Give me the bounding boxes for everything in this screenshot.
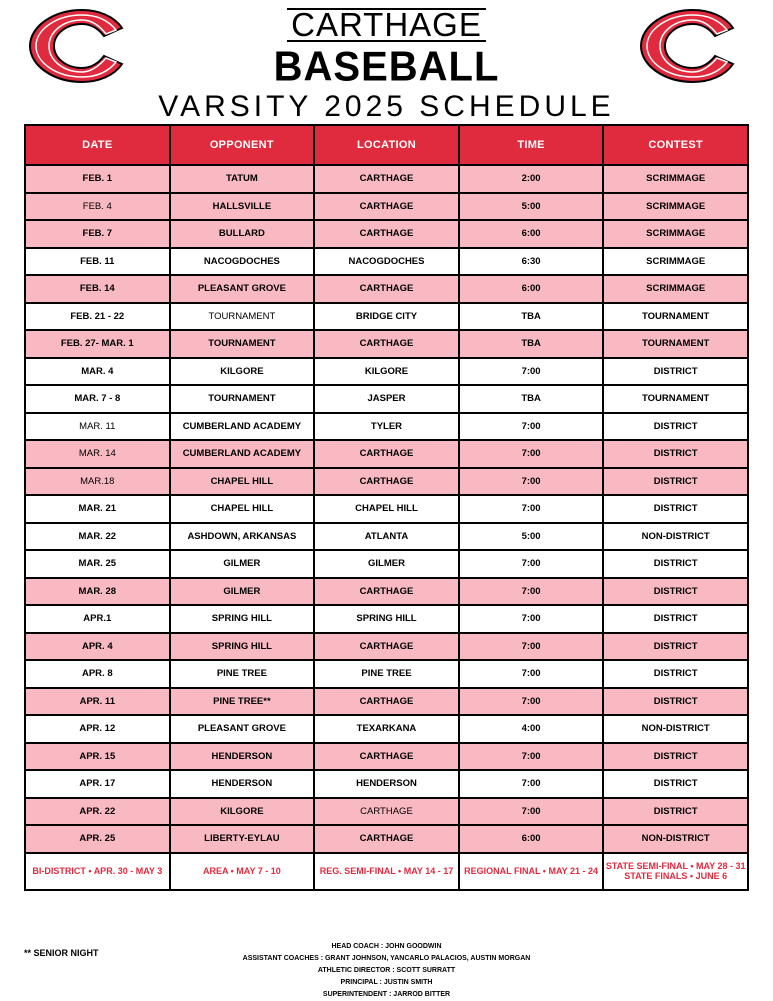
col-date-header: DATE: [25, 125, 170, 165]
cell-contest: DISTRICT: [603, 633, 748, 661]
cell-time: TBA: [459, 385, 604, 413]
table-row: [25, 825, 748, 853]
table-row: [25, 193, 748, 221]
cell-contest: SCRIMMAGE: [603, 165, 748, 193]
cell-date: APR. 22: [25, 798, 170, 826]
senior-night-note: ** SENIOR NIGHT: [24, 948, 99, 958]
cell-location: CARTHAGE: [314, 440, 459, 468]
table-row: [25, 330, 748, 358]
table-header-row: [25, 125, 748, 165]
cell-date: APR. 25: [25, 825, 170, 853]
cell-contest: DISTRICT: [603, 578, 748, 606]
cell-time: 5:00: [459, 523, 604, 551]
table-row: [25, 605, 748, 633]
cell-contest: SCRIMMAGE: [603, 193, 748, 221]
cell-opponent: SPRING HILL: [170, 633, 315, 661]
cell-opponent: CHAPEL HILL: [170, 468, 315, 496]
assistant-coaches-line: ASSISTANT COACHES : GRANT JOHNSON, YANCARLO PALACIOS, AUSTIN MORGAN: [242, 955, 531, 962]
table-row: [25, 248, 748, 276]
cell-time: 7:00: [459, 743, 604, 771]
cell-opponent: HENDERSON: [170, 770, 315, 798]
cell-location: CHAPEL HILL: [314, 495, 459, 523]
cell-location: JASPER: [314, 385, 459, 413]
superintendent-line: SUPERINTENDENT : JARROD BITTER: [322, 991, 451, 998]
cell-date: FEB. 21 - 22: [25, 303, 170, 331]
cell-location: CARTHAGE: [314, 633, 459, 661]
cell-location: NACOGDOCHES: [314, 248, 459, 276]
table-row: [25, 715, 748, 743]
cell-contest: NON-DISTRICT: [603, 715, 748, 743]
cell-opponent: CUMBERLAND ACADEMY: [170, 440, 315, 468]
table-row: [25, 165, 748, 193]
cell-time: 2:00: [459, 165, 604, 193]
cell-contest: TOURNAMENT: [603, 303, 748, 331]
cell-date: FEB. 27- MAR. 1: [25, 330, 170, 358]
cell-opponent: HALLSVILLE: [170, 193, 315, 221]
table-row: [25, 495, 748, 523]
head-coach-line: HEAD COACH : JOHN GOODWIN: [331, 943, 442, 950]
cell-time: 7:00: [459, 550, 604, 578]
cell-opponent: PINE TREE**: [170, 688, 315, 716]
cell-location: KILGORE: [314, 358, 459, 386]
cell-time: 4:00: [459, 715, 604, 743]
cell-time: 7:00: [459, 605, 604, 633]
cell-opponent: GILMER: [170, 550, 315, 578]
cell-location: CARTHAGE: [314, 165, 459, 193]
cell-contest: SCRIMMAGE: [603, 220, 748, 248]
table-row: [25, 413, 748, 441]
table-row: [25, 660, 748, 688]
cell-opponent: PLEASANT GROVE: [170, 715, 315, 743]
playoff-bi-district: BI-DISTRICT • APR. 30 - MAY 3: [25, 853, 170, 890]
table-row: [25, 578, 748, 606]
cell-opponent: KILGORE: [170, 358, 315, 386]
cell-contest: DISTRICT: [603, 413, 748, 441]
playoff-area: AREA • MAY 7 - 10: [170, 853, 315, 890]
cell-time: 7:00: [459, 660, 604, 688]
school-name: [0, 8, 773, 42]
cell-date: APR. 4: [25, 633, 170, 661]
cell-time: 7:00: [459, 413, 604, 441]
schedule-table: [24, 124, 749, 891]
cell-opponent: PINE TREE: [170, 660, 315, 688]
playoff-state-finals: STATE FINALS • JUNE 6: [624, 871, 728, 881]
cell-location: CARTHAGE: [314, 743, 459, 771]
cell-time: 7:00: [459, 440, 604, 468]
cell-date: MAR. 14: [25, 440, 170, 468]
cell-date: FEB. 14: [25, 275, 170, 303]
cell-time: TBA: [459, 303, 604, 331]
cell-contest: DISTRICT: [603, 440, 748, 468]
cell-contest: DISTRICT: [603, 358, 748, 386]
cell-contest: DISTRICT: [603, 468, 748, 496]
cell-opponent: NACOGDOCHES: [170, 248, 315, 276]
cell-date: MAR. 11: [25, 413, 170, 441]
playoff-state-semi-final: STATE SEMI-FINAL • MAY 28 - 31: [605, 861, 746, 871]
cell-location: CARTHAGE: [314, 468, 459, 496]
cell-contest: NON-DISTRICT: [603, 825, 748, 853]
cell-date: MAR. 28: [25, 578, 170, 606]
col-opponent-header: OPPONENT: [170, 125, 315, 165]
cell-date: APR. 17: [25, 770, 170, 798]
col-time-header: TIME: [459, 125, 604, 165]
cell-opponent: KILGORE: [170, 798, 315, 826]
cell-date: APR. 12: [25, 715, 170, 743]
cell-time: 7:00: [459, 578, 604, 606]
cell-opponent: CHAPEL HILL: [170, 495, 315, 523]
schedule-subtitle: VARSITY 2025 SCHEDULE: [158, 90, 615, 123]
cell-opponent: GILMER: [170, 578, 315, 606]
cell-time: 7:00: [459, 770, 604, 798]
cell-date: MAR. 4: [25, 358, 170, 386]
cell-opponent: TATUM: [170, 165, 315, 193]
cell-location: ATLANTA: [314, 523, 459, 551]
cell-date: APR. 11: [25, 688, 170, 716]
cell-location: HENDERSON: [314, 770, 459, 798]
principal-line: PRINCIPAL : JUSTIN SMITH: [340, 979, 433, 986]
cell-location: BRIDGE CITY: [314, 303, 459, 331]
playoff-regional-final: REGIONAL FINAL • MAY 21 - 24: [459, 853, 604, 890]
col-location-header: LOCATION: [314, 125, 459, 165]
cell-date: FEB. 7: [25, 220, 170, 248]
cell-opponent: LIBERTY-EYLAU: [170, 825, 315, 853]
table-row: [25, 688, 748, 716]
table-row: [25, 303, 748, 331]
cell-time: 6:00: [459, 275, 604, 303]
athletic-director-line: ATHLETIC DIRECTOR : SCOTT SURRATT: [317, 967, 456, 974]
cell-location: SPRING HILL: [314, 605, 459, 633]
cell-time: 7:00: [459, 688, 604, 716]
cell-contest: DISTRICT: [603, 770, 748, 798]
cell-opponent: BULLARD: [170, 220, 315, 248]
cell-location: CARTHAGE: [314, 275, 459, 303]
cell-date: MAR. 21: [25, 495, 170, 523]
cell-date: APR.1: [25, 605, 170, 633]
table-row: [25, 523, 748, 551]
cell-opponent: PLEASANT GROVE: [170, 275, 315, 303]
cell-time: 7:00: [459, 633, 604, 661]
cell-location: CARTHAGE: [314, 688, 459, 716]
cell-contest: DISTRICT: [603, 495, 748, 523]
playoff-row: [25, 853, 748, 890]
cell-date: MAR. 25: [25, 550, 170, 578]
cell-contest: TOURNAMENT: [603, 385, 748, 413]
school-name-text: CARTHAGE: [287, 8, 486, 42]
cell-time: 7:00: [459, 468, 604, 496]
cell-date: FEB. 1: [25, 165, 170, 193]
cell-date: MAR. 22: [25, 523, 170, 551]
cell-location: CARTHAGE: [314, 798, 459, 826]
table-row: [25, 358, 748, 386]
cell-time: 6:00: [459, 220, 604, 248]
cell-location: GILMER: [314, 550, 459, 578]
cell-date: MAR.18: [25, 468, 170, 496]
cell-contest: DISTRICT: [603, 743, 748, 771]
cell-date: MAR. 7 - 8: [25, 385, 170, 413]
cell-opponent: ASHDOWN, ARKANSAS: [170, 523, 315, 551]
table-row: [25, 468, 748, 496]
cell-location: TEXARKANA: [314, 715, 459, 743]
cell-time: 7:00: [459, 495, 604, 523]
page-header: [0, 0, 773, 124]
playoff-regional-semi-final: REG. SEMI-FINAL • MAY 14 - 17: [314, 853, 459, 890]
table-row: [25, 220, 748, 248]
cell-location: CARTHAGE: [314, 578, 459, 606]
cell-time: 6:00: [459, 825, 604, 853]
cell-contest: TOURNAMENT: [603, 330, 748, 358]
cell-opponent: SPRING HILL: [170, 605, 315, 633]
cell-time: TBA: [459, 330, 604, 358]
col-contest-header: CONTEST: [603, 125, 748, 165]
cell-contest: SCRIMMAGE: [603, 248, 748, 276]
table-row: [25, 770, 748, 798]
table-row: [25, 440, 748, 468]
cell-location: CARTHAGE: [314, 220, 459, 248]
table-row: [25, 550, 748, 578]
cell-opponent: CUMBERLAND ACADEMY: [170, 413, 315, 441]
cell-contest: DISTRICT: [603, 660, 748, 688]
cell-location: TYLER: [314, 413, 459, 441]
cell-contest: DISTRICT: [603, 688, 748, 716]
cell-contest: DISTRICT: [603, 550, 748, 578]
cell-contest: NON-DISTRICT: [603, 523, 748, 551]
cell-location: CARTHAGE: [314, 330, 459, 358]
cell-contest: SCRIMMAGE: [603, 275, 748, 303]
table-row: [25, 743, 748, 771]
cell-opponent: TOURNAMENT: [170, 330, 315, 358]
cell-date: FEB. 11: [25, 248, 170, 276]
cell-location: PINE TREE: [314, 660, 459, 688]
cell-date: APR. 8: [25, 660, 170, 688]
cell-opponent: TOURNAMENT: [170, 385, 315, 413]
cell-time: 5:00: [459, 193, 604, 221]
cell-location: CARTHAGE: [314, 193, 459, 221]
cell-date: FEB. 4: [25, 193, 170, 221]
cell-time: 7:00: [459, 798, 604, 826]
cell-date: APR. 15: [25, 743, 170, 771]
sport-title: BASEBALL: [273, 43, 500, 91]
cell-time: 7:00: [459, 358, 604, 386]
table-row: [25, 633, 748, 661]
cell-contest: DISTRICT: [603, 798, 748, 826]
table-row: [25, 385, 748, 413]
cell-opponent: HENDERSON: [170, 743, 315, 771]
table-row: [25, 798, 748, 826]
playoff-state: [603, 853, 748, 890]
table-row: [25, 275, 748, 303]
cell-time: 6:30: [459, 248, 604, 276]
cell-location: CARTHAGE: [314, 825, 459, 853]
cell-contest: DISTRICT: [603, 605, 748, 633]
cell-opponent: TOURNAMENT: [170, 303, 315, 331]
staff-credits: [0, 941, 773, 1001]
